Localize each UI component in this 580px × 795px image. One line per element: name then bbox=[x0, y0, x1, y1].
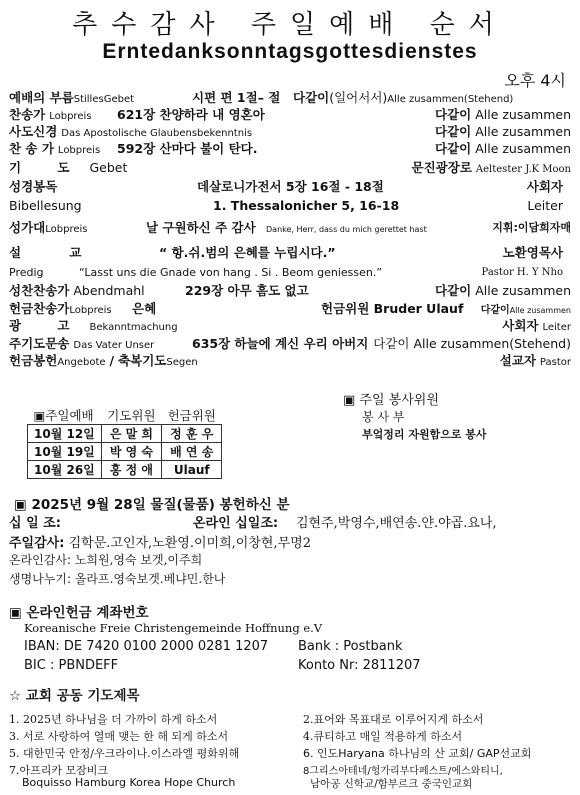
iban-line: IBAN: DE 7420 0100 2000 0281 1207 Bank : Postbank bbox=[24, 639, 403, 654]
order-row: 헌금찬송가Lobpreis 은혜 헌금위원 Bruder Ulauf 다같이Alle zusammen bbox=[9, 301, 571, 316]
order-row: 헌금봉헌Angebote / 축복기도Segen 설교자 Pastor bbox=[9, 353, 571, 368]
prayer-item-extra: Boquisso Hamburg Korea Hope Church bbox=[22, 776, 236, 789]
order-row: 성찬찬송가 Abendmahl 229장 아무 흠도 없고 다같이 Alle zusammen bbox=[9, 283, 571, 298]
prayer-item: 2.표어와 목표대로 이루어지게 하소서 bbox=[303, 713, 484, 726]
title-german: Erntedanksonntagsgottesdienstes bbox=[102, 40, 478, 63]
order-row: 기 도 Gebet 문진광장로 Aeltester J.K Moon bbox=[9, 160, 571, 175]
prayer-item: 1. 2025년 하나님을 더 가까이 하게 하소서 bbox=[9, 713, 218, 726]
schedule-header: 기도위원 bbox=[107, 408, 156, 423]
prayer-item: 4.큐티하고 매일 적용하게 하소서 bbox=[303, 730, 463, 743]
bank-title: ▣ 온라인헌금 계좌번호 bbox=[9, 605, 149, 621]
title-korean: 추수감사 주일예배 순서 bbox=[72, 10, 508, 40]
order-row: 성가대Lobpreis 날 구원하신 주 감사 Danke, Herr, dass du mich gerettet hast 지휘:이담희자매 bbox=[9, 220, 571, 235]
schedule-prayer: 박 영 숙 bbox=[101, 443, 161, 461]
schedule-date: 10월 19일 bbox=[28, 443, 102, 461]
schedule-prayer: 홍 정 애 bbox=[101, 461, 161, 479]
order-row: 성경봉독 데살로니가전서 5장 16절 - 18절 사회자 bbox=[9, 179, 563, 194]
prayer-title: ☆ 교회 공동 기도제목 bbox=[9, 688, 140, 704]
service-time: 오후 4시 bbox=[504, 71, 566, 90]
service-line: 부엌정리 자원함으로 봉사 bbox=[362, 428, 487, 441]
order-row: 예배의 부름StillesGebet 시편 편 1절– 절 다같이(일어서서)Alle zusammen(Stehend) bbox=[9, 90, 514, 105]
prayer-item: 7.아프리카 모잠비크 bbox=[9, 764, 108, 777]
schedule-date: 10월 12일 bbox=[28, 425, 102, 443]
order-row: 주기도문송 Das Vater Unser 635장 하늘에 계신 우리 아버지 다같이 Alle zusammen(Stehend) bbox=[9, 336, 571, 351]
schedule-prayer: 은 말 희 bbox=[101, 425, 161, 443]
schedule-offering: 정 훈 우 bbox=[162, 425, 222, 443]
service-line: 봉 사 부 bbox=[362, 410, 405, 424]
prayer-item: 5. 대한민국 안정/우크라이나.이스라엘 평화위해 bbox=[9, 747, 240, 760]
order-row: Bibellesung 1. Thessalonicher 5, 16-18 Leiter bbox=[9, 198, 563, 213]
schedule-header: ▣주일예배 bbox=[33, 408, 94, 423]
life-sharing-line: 생명나누기: 올라프.영숙보겟.베냐민.한나 bbox=[9, 572, 226, 586]
offering-title: ▣ 2025년 9월 28일 물질(물품) 봉헌하신 분 bbox=[14, 497, 290, 513]
prayer-item-extra: 남아공 신학교/함부르크 중국인교회 bbox=[310, 778, 473, 790]
prayer-item: 6. 인도Haryana 하나님의 산 교회/ GAP선교회 bbox=[303, 747, 532, 760]
schedule-row bbox=[28, 443, 222, 461]
bic-line: BIC : PBNDEFF Konto Nr: 2811207 bbox=[24, 658, 421, 673]
order-row: 찬송가 Lobpreis 621장 찬양하라 내 영혼아 다같이 Alle zusammen bbox=[9, 107, 571, 122]
schedule-table bbox=[27, 406, 222, 479]
tithe-line: 십 일 조: 온라인 십일조: 김현주,박영수,배연송.얀.야곱.요나, bbox=[9, 516, 497, 531]
order-row: 사도신경 Das Apostolische Glaubensbekenntnis 다같이 Alle zusammen bbox=[9, 124, 571, 139]
bank-account-name: Koreanische Freie Christengemeinde Hoffnung e.V bbox=[24, 621, 323, 635]
order-row: 찬 송 가 Lobpreis 592장 산마다 불이 탄다. 다같이 Alle zusammen bbox=[9, 141, 571, 156]
schedule-offering: 배 연 송 bbox=[162, 443, 222, 461]
order-row: Predig “Lasst uns die Gnade von hang . Si . Beom geniessen.” Pastor H. Y Nho bbox=[9, 266, 563, 279]
order-row: 광 고 Bekanntmachung 사회자 Leiter bbox=[9, 318, 571, 333]
schedule-row bbox=[28, 425, 222, 443]
schedule-header-row bbox=[28, 406, 222, 425]
order-row: 설 교 “ 항.쉬.범의 은혜를 누립시다.” 노환영목사 bbox=[9, 245, 563, 260]
prayer-item: 3. 서로 사랑하여 열매 맺는 한 해 되게 하소서 bbox=[9, 730, 229, 743]
schedule-row bbox=[28, 461, 222, 479]
service-title: ▣ 주일 봉사위원 bbox=[343, 393, 439, 408]
thanks-line: 주일감사: 김학문.고인자,노환영.이미희,이창현,무명2 bbox=[9, 536, 311, 551]
prayer-item: 8그리스아테네/헝가리부다페스트/에스와티니, bbox=[303, 766, 503, 777]
schedule-header: 헌금위원 bbox=[167, 408, 216, 423]
schedule-date: 10월 26일 bbox=[28, 461, 102, 479]
schedule-offering: Ulauf bbox=[162, 461, 222, 479]
online-thanks-line: 온라인감사: 노희원,영숙 보겟,이주희 bbox=[9, 553, 203, 567]
